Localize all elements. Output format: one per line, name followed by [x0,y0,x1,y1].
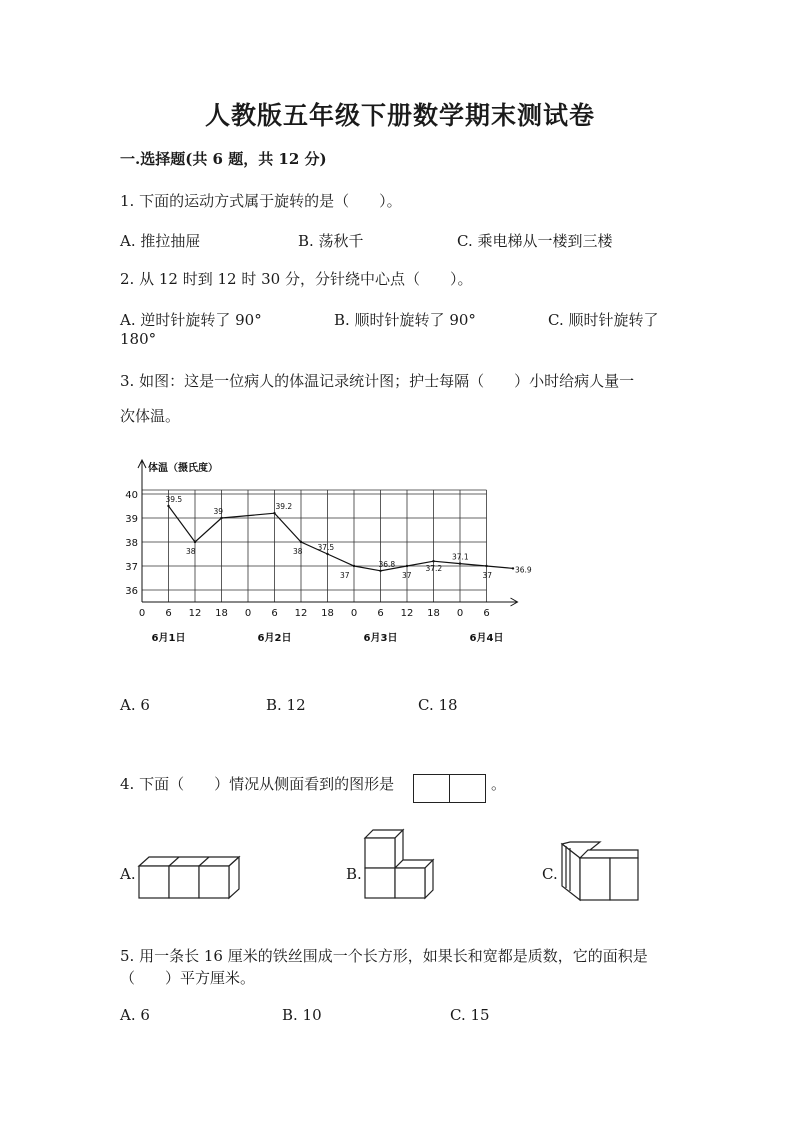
x-tick-label: 18 [215,608,228,619]
question-4-text-end: 。 [491,775,507,793]
temperature-line-chart [118,455,532,655]
x-tick-label: 12 [294,608,308,619]
question-3-text-line2: 次体温。 [120,407,181,425]
question-1-text: 1. 下面的运动方式属于旋转的是（ ）。 [120,192,402,210]
option-c-cubes-figure [558,840,642,904]
data-point [432,560,434,562]
y-tick-label: 38 [125,538,138,549]
side-view-two-squares-figure [413,774,489,804]
chart-day-labels [152,631,504,644]
question-5-text-line1: 5. 用一条长 16 厘米的铁丝围成一个长方形，如果长和宽都是质数，它的面积是 [120,947,648,965]
question-4-option-b: B. [346,865,362,883]
question-1-option-b: B. 荡秋千 [298,232,364,250]
data-point [353,565,355,567]
option-a-cubes-figure [136,852,242,900]
question-5-text-line2: （ ）平方厘米。 [120,969,256,987]
data-label: 37 [482,571,493,580]
data-point [194,541,196,543]
x-tick-label: 0 [456,608,464,619]
chart-ylabel: 体温（摄氏度） [148,463,218,474]
question-2-text: 2. 从 12 时到 12 时 30 分，分针绕中心点（ ）。 [120,270,473,288]
chart-x-ticks [139,608,490,619]
data-label: 38 [293,547,303,556]
data-label: 39.2 [275,502,293,512]
x-tick-label: 6 [165,608,172,619]
data-point [300,541,302,543]
data-label: 36.8 [378,559,396,569]
question-3-option-a: A. 6 [120,696,150,714]
question-2-option-a: A. 逆时针旋转了 90° [120,311,262,329]
day-label: 6月4日 [469,633,504,644]
chart-grid [142,490,487,602]
x-tick-label: 6 [483,608,490,619]
question-4-option-c: C. [542,865,558,883]
day-label: 6月2日 [257,633,292,644]
question-5-option-b: B. 10 [282,1006,322,1024]
question-3-option-c: C. 18 [418,696,458,714]
x-tick-label: 0 [244,608,252,619]
question-2-option-c: C. 顺时针旋转了 [548,311,659,329]
x-tick-label: 0 [350,608,358,619]
data-label: 36.9 [515,565,532,575]
side-view-square-right [449,774,486,803]
data-label: 38 [186,547,196,556]
y-tick-label: 36 [125,586,138,597]
y-tick-label: 39 [125,514,138,525]
data-label: 37.5 [317,543,335,552]
data-label: 37.1 [452,552,469,562]
data-point [459,562,461,564]
x-tick-label: 18 [427,608,440,619]
question-3-option-b: B. 12 [266,696,306,714]
x-tick-label: 12 [188,608,202,619]
x-tick-label: 0 [138,608,146,619]
data-point [167,505,169,507]
question-1-option-c: C. 乘电梯从一楼到三楼 [457,232,613,250]
option-b-cubes-figure [362,828,438,902]
day-label: 6月3日 [363,633,398,644]
data-label: 37 [402,571,412,580]
data-label: 37 [340,571,350,580]
question-4-option-a: A. [120,865,136,883]
data-point [485,565,487,567]
data-label: 39.5 [165,495,183,504]
data-point [379,570,381,572]
y-tick-label: 40 [125,490,138,501]
chart-data-labels [166,495,532,580]
page-title: 人教版五年级下册数学期末测试卷 [204,101,595,130]
x-tick-label: 6 [377,608,384,619]
question-2-option-c-continued: 180° [120,330,157,348]
data-label: 37.2 [425,564,443,574]
data-point [406,565,408,567]
section-heading: 一.选择题(共 6 题，共 12 分) [120,150,327,168]
question-3-text-line1: 3. 如图：这是一位病人的体温记录统计图；护士每隔（ ）小时给病人量一 [120,372,635,390]
y-tick-label: 37 [125,562,138,573]
question-1-option-a: A. 推拉抽屉 [120,232,201,250]
question-5-option-a: A. 6 [120,1006,150,1024]
x-tick-label: 6 [271,608,278,619]
chart-y-ticks [125,490,138,597]
data-point [273,512,275,514]
question-2-option-b: B. 顺时针旋转了 90° [334,311,476,329]
x-tick-label: 12 [400,608,414,619]
question-4-text: 4. 下面（ ）情况从侧面看到的图形是 [120,775,395,793]
data-label: 39 [213,507,224,516]
data-point [512,567,514,569]
data-point [326,553,328,555]
question-5-option-c: C. 15 [450,1006,490,1024]
data-point [220,517,222,519]
x-tick-label: 18 [321,608,334,619]
side-view-square-left [413,774,450,803]
day-label: 6月1日 [151,633,186,644]
